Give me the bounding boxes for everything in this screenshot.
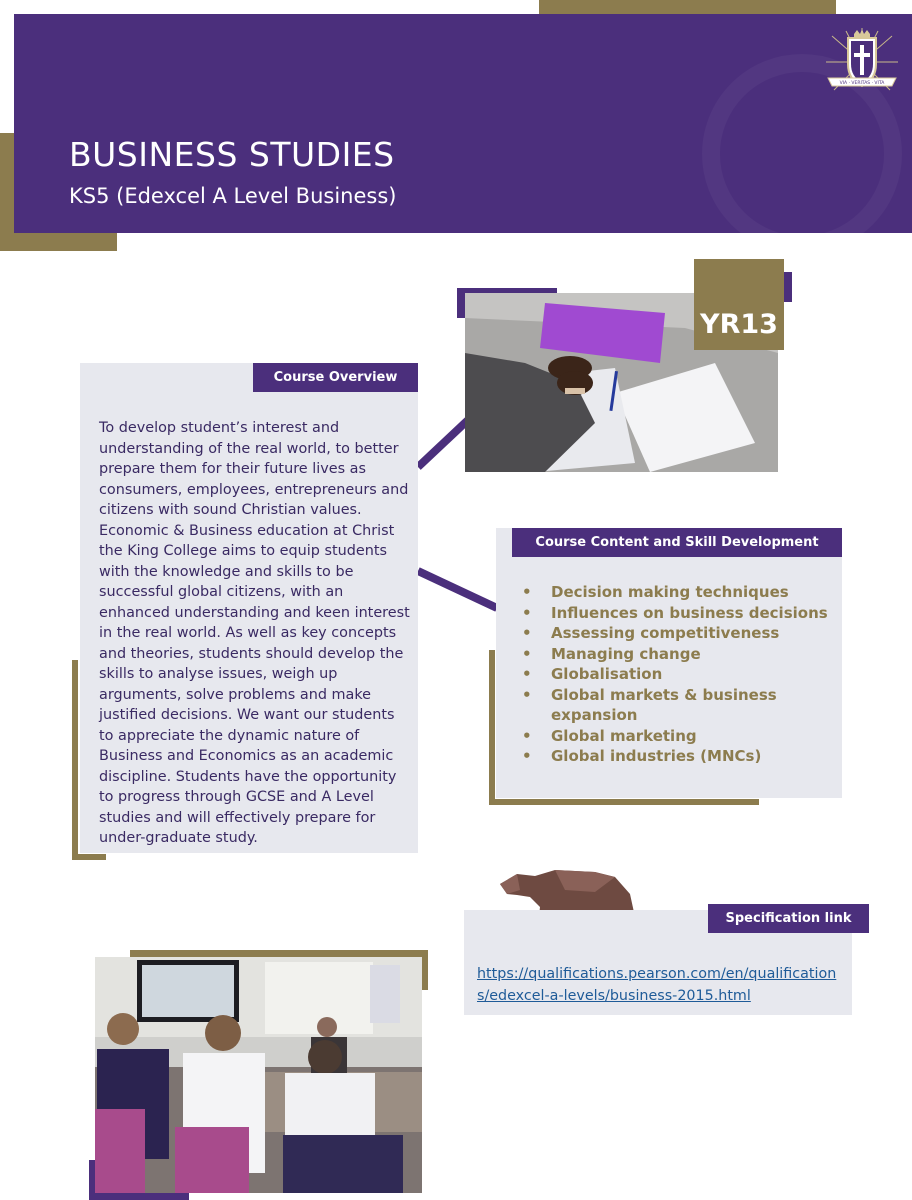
list-item: • Global industries (MNCs) xyxy=(522,746,832,767)
list-item: • Global marketing xyxy=(522,726,832,747)
specification-tag: Specification link xyxy=(708,904,869,933)
course-content-tag: Course Content and Skill Development xyxy=(512,528,842,557)
course-overview-text: To develop student’s interest and understanding of the real world, to better prepare them for their future lives as consumers, employees, entrepreneurs and citizens with sound Christian values. Economic & Business education at Christ the King College aims to equip students with the knowledge and skills to be successful global citizens, with an enhanced understanding and keen interest in the real world. As well as key concepts and theories, students should develop the skills to analyse issues, weigh up arguments, solve problems and make justified decisions. We want our students to appreciate the dynamic nature of Business and Economics as an academic discipline. Students have the opportunity to progress through GCSE and A Level studies and will effectively prepare for under-graduate study. xyxy=(99,420,410,846)
page-subtitle: KS5 (Edexcel A Level Business) xyxy=(69,184,397,208)
list-item: • Influences on business decisions xyxy=(522,603,832,624)
list-item: • Managing change xyxy=(522,644,832,665)
course-overview-tag: Course Overview xyxy=(253,363,418,392)
year-badge: YR13 xyxy=(694,259,784,350)
specification-link[interactable]: https://qualifications.pearson.com/en/qualifications/edexcel-a-levels/business-2015.html xyxy=(477,966,837,1004)
page-title: BUSINESS STUDIES xyxy=(69,135,395,174)
crest-motto: VIA · VERITAS · VITA xyxy=(839,81,885,86)
course-content-list xyxy=(522,582,832,767)
school-crest-icon xyxy=(824,26,900,98)
classroom-photo-students xyxy=(95,957,422,1193)
list-item: • Assessing competitiveness xyxy=(522,623,832,644)
list-item: • Global markets & business expansion xyxy=(522,685,832,726)
list-item: • Globalisation xyxy=(522,664,832,685)
list-item: • Decision making techniques xyxy=(522,582,832,603)
